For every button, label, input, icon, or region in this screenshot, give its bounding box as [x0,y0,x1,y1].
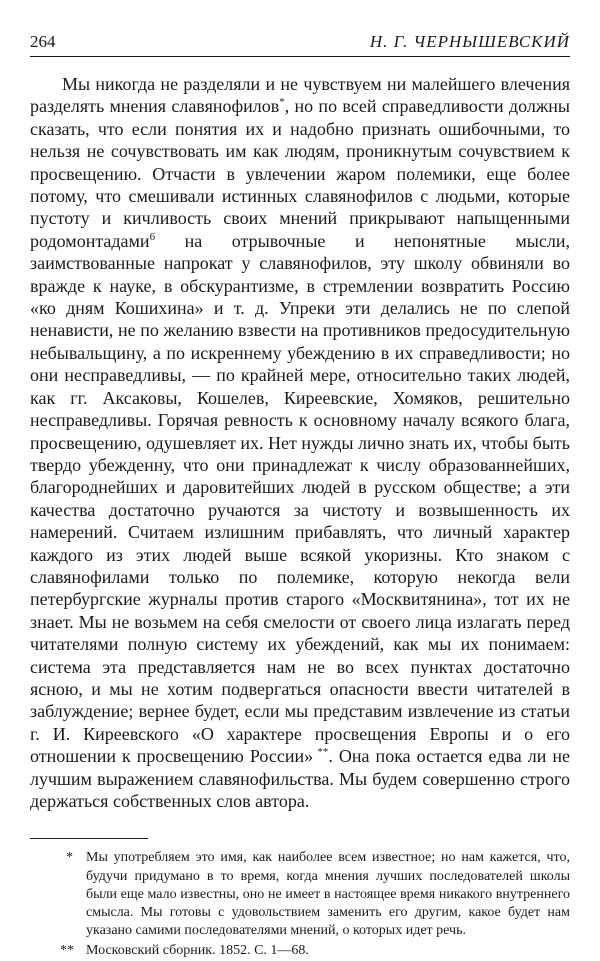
paragraph-text-part-3: на отрывочные и непонятные мысли, заимствованные напрокат у славянофилов, эту школу обвиняли во вражде к науке, в обскурантизме, в стремлении возвратить Россию «ко дням Кошихина» и т. д. Упреки эти делались не по слепой ненависти, не по желанию взвести на противников предосудительную небывальщину, а по искреннему убеждению в их справедливости; но они несправедливы, — по крайней мере, относительно таких людей, как гг. Аксаковы, Кошелев, Киреевские, Хомяков, решительно несправедливы. Горячая ревность к основному началу всякого блага, просвещению, одушевляет их. Нет нужды лично знать их, чтобы быть твердо убежденну, что они принадлежат к числу образованнейших, благороднейших и даровитейших людей в русском обществе; а эти качества достаточно ручаются за чистоту и возвышенность их намерений. Считаем излишним прибавлять, что личный характер каждого из этих людей выше всякой укоризны. Кто знаком с славянофилами только по полемике, которую некогда вели петербургские журналы против старого «Москвитянина», тот их не знает. Мы не возьмем на себя смелости от своего лица излагать перед читателями полную систему их убеждений, как мы их понимаем: система эта представляется нам не во всех пунктах достаточно ясною, и мы не хотим подвергаться опасности ввести читателей в заблуждение; вернее будет, если мы представим извлечение из статьи г. И. Киреевского «О характере просвещения Европы и о его отношении к просвещению России» [30,230,570,767]
footnote-1 [30,849,570,940]
paragraph-text-part-1: Мы никогда не разделяли и не чувствуем ни малейшего влечения разделять мнения славянофилов [30,74,570,117]
footnote-text-1: Мы употребляем это имя, как наиболее всем известное; но нам кажется, что, будучи придумано в то время, когда мнения лучших последователей школы были еще мало известны, оно не имеет в настоящее время никакого внутреннего смысла. Мы готовы с удовольствием заменить его другим, какое будет нам указано самими последователями мнений, о которых идет речь. [86,850,570,939]
footnote-text-2: Московский сборник. 1852. С. 1—68. [86,943,309,959]
footnote-reference-2: ** [313,746,329,759]
endnote-reference-6: 6 [149,230,156,243]
main-paragraph [30,73,570,812]
footnote-2 [30,942,570,960]
page-header [30,30,570,57]
paragraph-text-part-2: , но по всей справедливости должны сказать, что если понятия их и надобно признать ошибочными, то нельзя не сочувствовать им как людям, проникнутым сочувствием к просвещению. Отчасти в увлечении жаром полемики, еще более потому, что смешивали истинных славянофилов с людьми, которые пустоту и кичливость своих мнений прикрывают напыщенными родомонтадами [30,96,570,251]
footnote-reference-1: * [279,96,285,109]
footnote-marker-1: * [66,850,73,866]
footnote-separator [30,838,148,839]
running-title: Н. Г. ЧЕРНЫШЕВСКИЙ [369,32,570,51]
book-page [30,30,570,961]
paragraph-text-part-4: . Она пока остается едва ли не лучшим выражением славянофильства. Мы будем совершенно строго держаться собственных слов автора. [30,746,571,811]
page-number: 264 [30,32,56,51]
footnotes [30,849,570,960]
footnote-marker-2: ** [60,943,74,959]
